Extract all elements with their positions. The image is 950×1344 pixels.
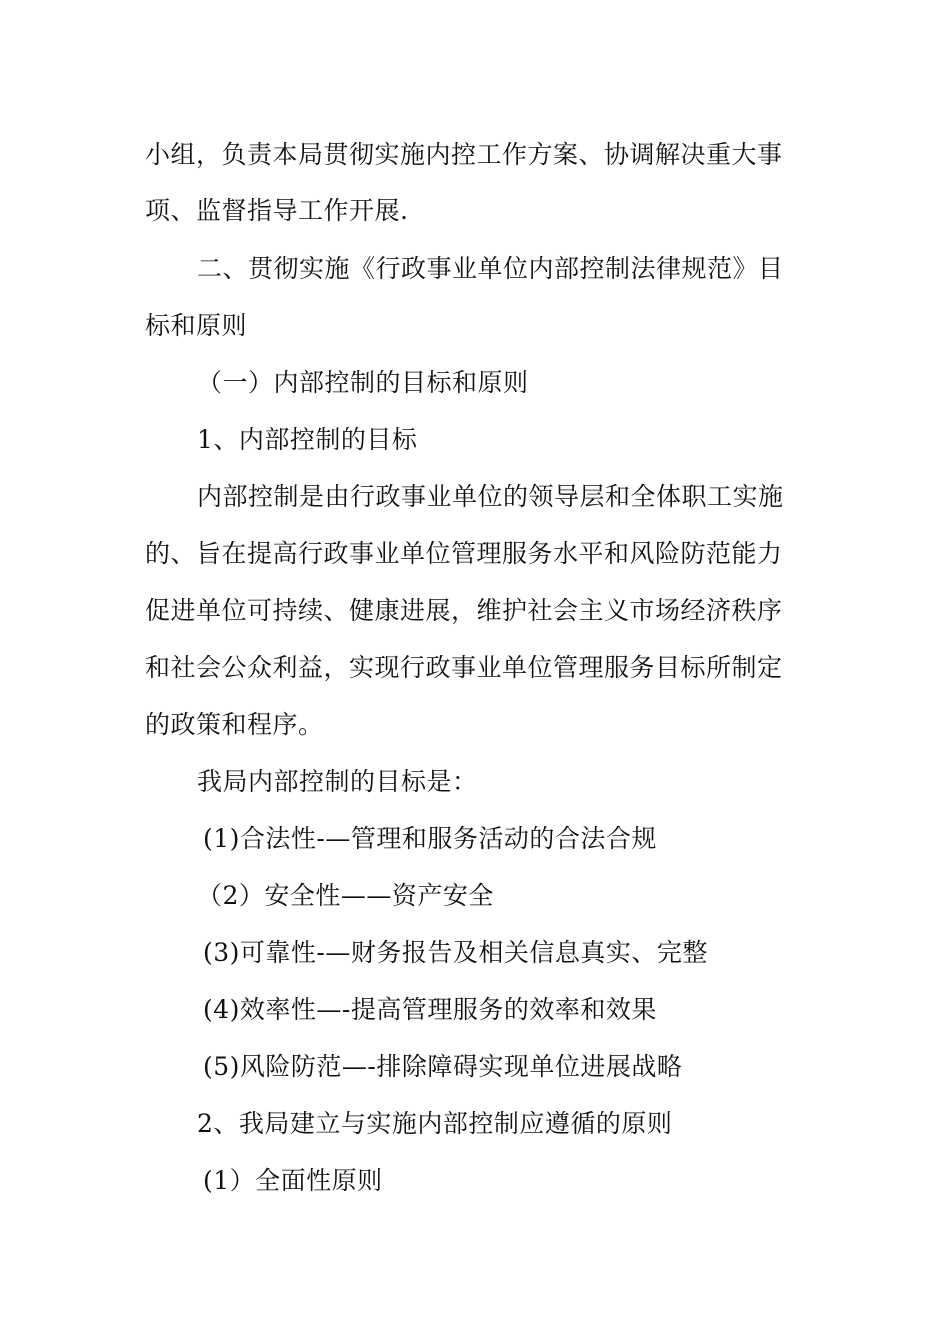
section-heading-continued: 标和原则 (145, 311, 248, 340)
section-heading: 二、贯彻实施《行政事业单位内部控制法律规范》目 (197, 254, 784, 283)
paragraph-line: 小组，负责本局贯彻实施内控工作方案、协调解决重大事 (145, 140, 783, 169)
paragraph-line: 和社会公众利益，实现行政事业单位管理服务目标所制定 (145, 653, 783, 682)
list-item: (1)合法性-—管理和服务活动的合法合规 (203, 824, 657, 853)
item-heading: 2、我局建立与实施内部控制应遵循的原则 (197, 1109, 673, 1138)
list-item: (4)效率性—-提高管理服务的效率和效果 (203, 995, 657, 1024)
paragraph-line: 促进单位可持续、健康进展，维护社会主义市场经济秩序 (145, 596, 783, 625)
list-item: (1）全面性原则 (203, 1166, 383, 1195)
subsection-heading: （一）内部控制的目标和原则 (197, 368, 529, 397)
list-item: （2）安全性——资产安全 (197, 881, 494, 910)
paragraph-line: 的、旨在提高行政事业单位管理服务水平和风险防范能力 (145, 539, 783, 568)
paragraph-line: 项、监督指导工作开展. (145, 196, 409, 225)
paragraph-line: 内部控制是由行政事业单位的领导层和全体职工实施 (197, 482, 784, 511)
list-item: (5)风险防范—-排除障碍实现单位进展战略 (203, 1052, 683, 1081)
item-heading: 1、内部控制的目标 (197, 425, 418, 454)
paragraph-line: 的政策和程序。 (145, 710, 324, 739)
paragraph-line: 我局内部控制的目标是： (197, 767, 478, 796)
list-item: (3)可靠性-—财务报告及相关信息真实、完整 (203, 938, 708, 967)
